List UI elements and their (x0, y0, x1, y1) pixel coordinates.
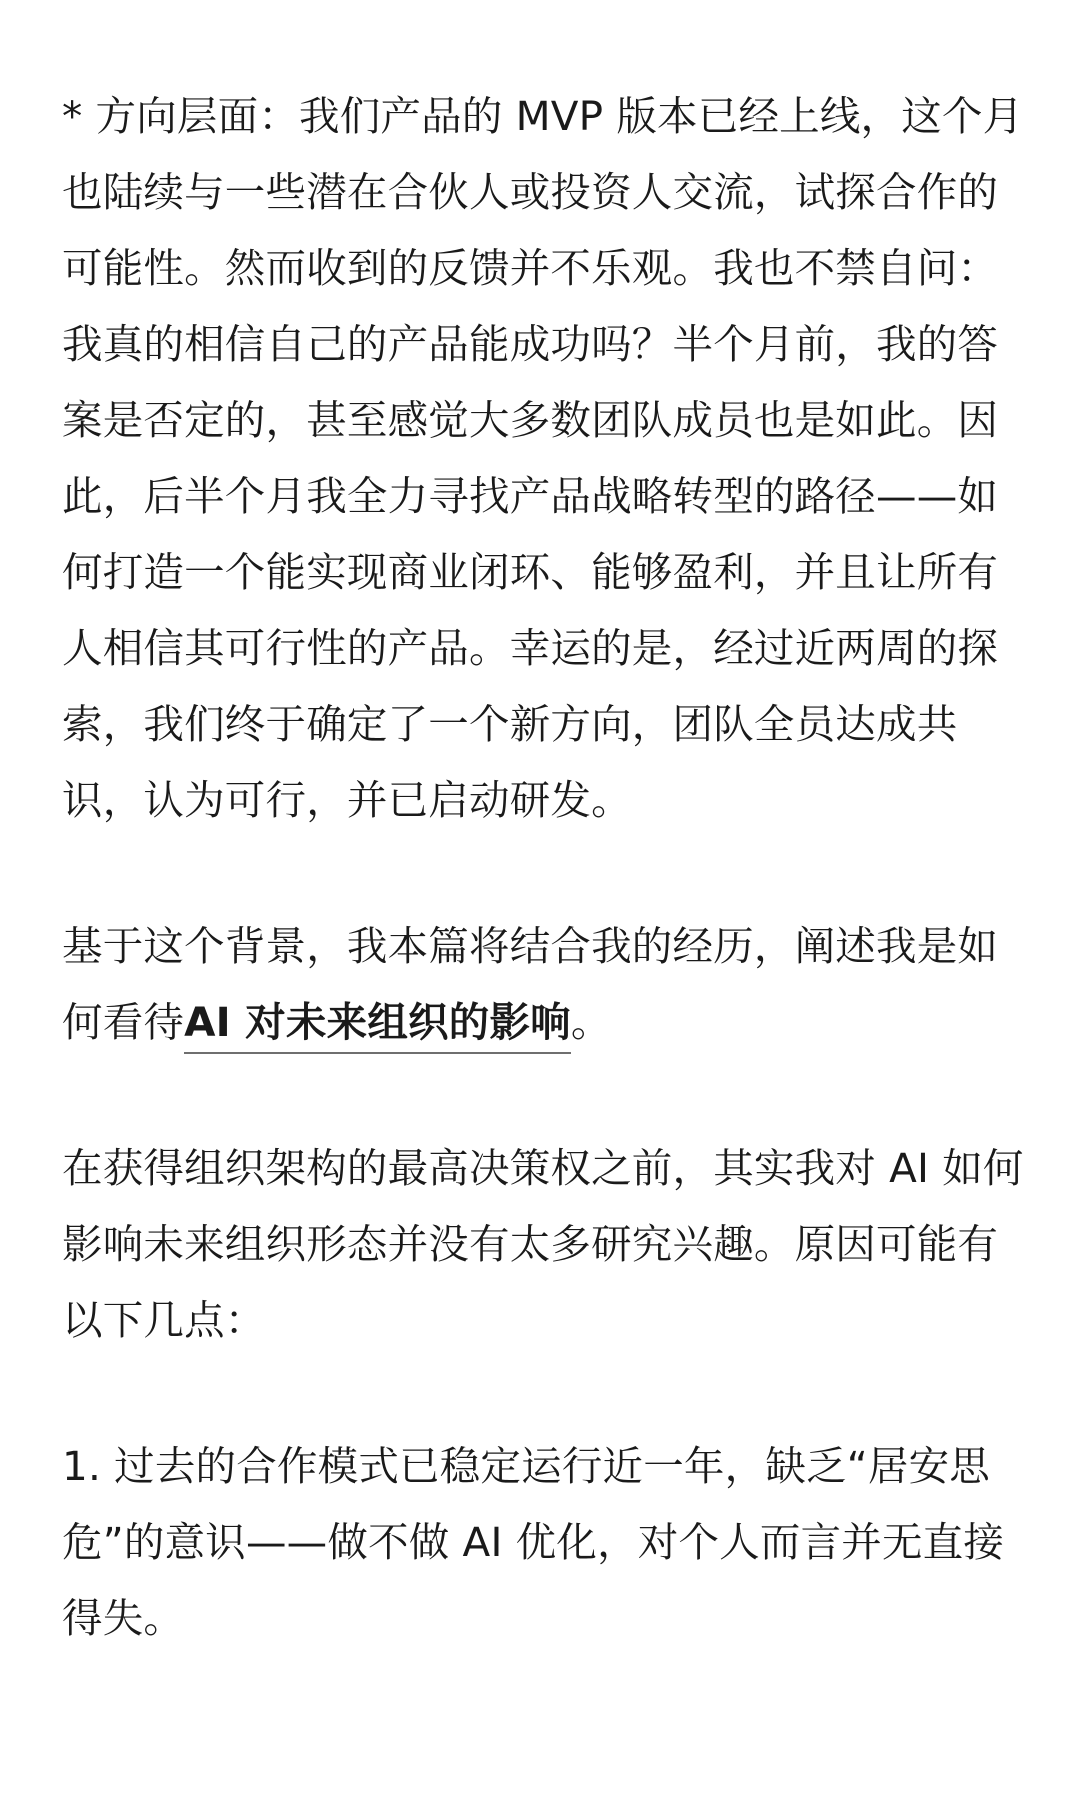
paragraph-background-text: 基于这个背景，我本篇将结合我的经历，阐述我是如何看待 (62, 922, 999, 1046)
paragraph-reasons-intro: 在获得组织架构的最高决策权之前，其实我对 AI 如何影响未来组织形态并没有太多研究兴趣。原因可能有以下几点： (62, 1144, 1024, 1344)
paragraph-background-tail: 。 (570, 998, 612, 1046)
paragraph-direction: * 方向层面：我们产品的 MVP 版本已经上线，这个月也陆续与一些潜在合伙人或投资人交流，试探合作的可能性。然而收到的反馈并不乐观。我也不禁自问：我真的相信自己的产品能成功吗？半个月前，我的答案是否定的，甚至感觉大多数团队成员也是如此。因此，后半个月我全力寻找产品战略转型的路径——如何打造一个能实现商业闭环、能够盈利，并且让所有人相信其可行性的产品。幸运的是，经过近两周的探索，我们终于确定了一个新方向，团队全员达成共识，认为可行，并已启动研发。 (62, 92, 1024, 824)
list-item-reason-1: 1. 过去的合作模式已稳定运行近一年，缺乏“居安思危”的意识——做不做 AI 优化，对个人而言并无直接得失。 (62, 1442, 1005, 1642)
paragraph-background (62, 908, 1024, 1060)
ai-organization-link[interactable]: AI 对未来组织的影响 (184, 998, 571, 1054)
